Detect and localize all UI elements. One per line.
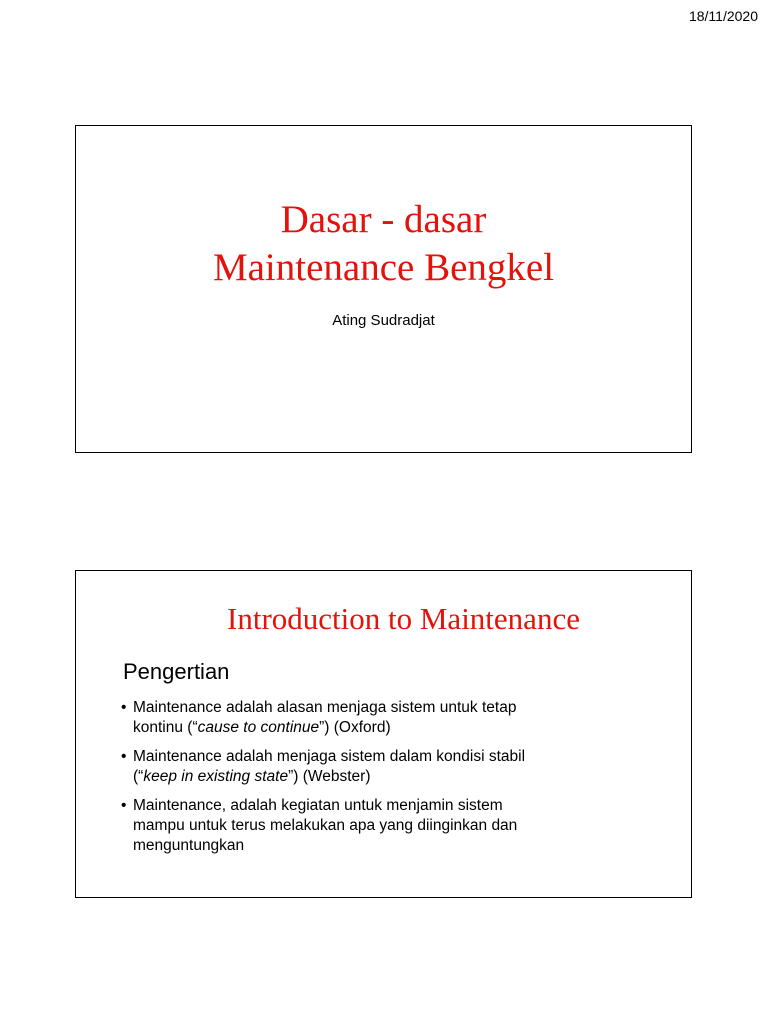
title-line-1: Dasar - dasar (280, 198, 487, 241)
list-item (121, 698, 661, 738)
bullet-icon: • (121, 748, 127, 765)
slide-title (75, 125, 692, 453)
bullet-text: kontinu (“ (133, 719, 198, 736)
bullet-icon: • (121, 797, 127, 814)
section-heading: Pengertian (123, 659, 230, 684)
slide-title-heading (76, 196, 691, 292)
author-name: Ating Sudradjat (332, 312, 435, 329)
bullet-text: (“ (133, 768, 144, 785)
bullet-emphasis: cause to continue (197, 719, 320, 736)
slide-introduction (75, 570, 692, 898)
bullet-emphasis: keep in existing state (143, 768, 289, 785)
bullet-line: Maintenance adalah menjaga sistem dalam kondisi stabil (133, 748, 526, 765)
bullet-line: Maintenance, adalah kegiatan untuk menjamin sistem (133, 797, 503, 814)
page-date: 18/11/2020 (688, 8, 758, 24)
bullet-icon: • (121, 699, 127, 716)
bullet-line: mampu untuk terus melakukan apa yang diinginkan dan (133, 817, 518, 834)
list-item (121, 747, 661, 787)
slide-heading: Introduction to Maintenance (227, 601, 580, 636)
bullet-list (121, 698, 661, 865)
title-line-2: Maintenance Bengkel (212, 246, 555, 289)
bullet-text: ”) (Webster) (288, 768, 371, 785)
bullet-text: ”) (Oxford) (319, 719, 391, 736)
list-item (121, 796, 661, 856)
bullet-line: menguntungkan (133, 837, 245, 854)
bullet-line (133, 767, 661, 787)
bullet-line (133, 718, 661, 738)
bullet-line: Maintenance adalah alasan menjaga sistem untuk tetap (133, 699, 517, 716)
